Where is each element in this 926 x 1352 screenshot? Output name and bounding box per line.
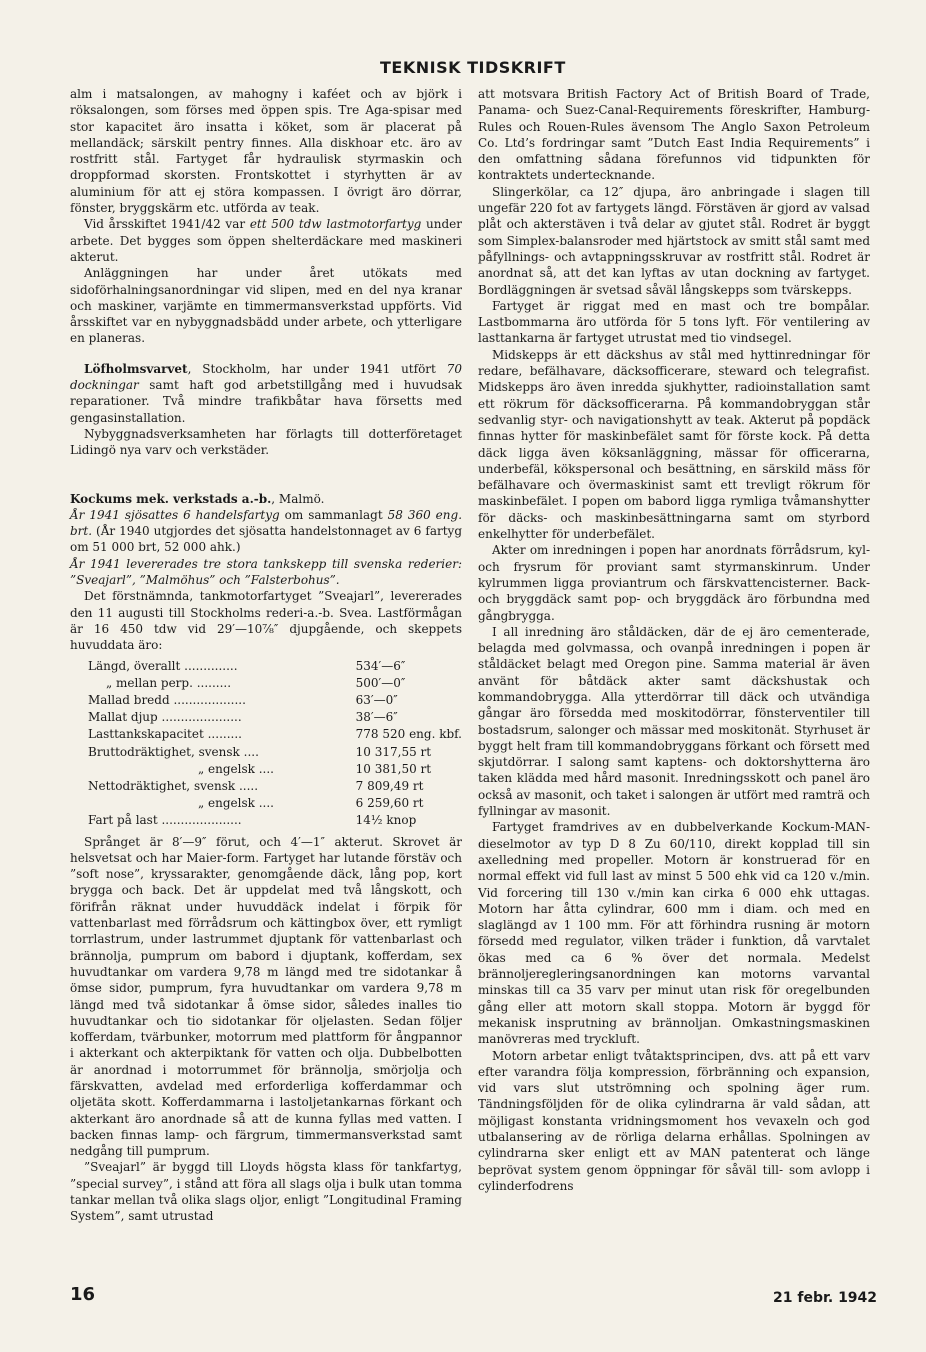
shipyard-name: Kockums mek. verkstads a.-b. (70, 491, 272, 506)
right-column (478, 86, 870, 1194)
spec-row: „ engelsk .... 10 381,50 rt (198, 761, 432, 776)
spec-row: Mallat djup ..................... 38′—6″ (88, 710, 398, 725)
paragraph: Det förstnämnda, tankmotorfartyget ”Sveajarl”, levererades den 11 augusti till Stockholms rederi-a.-b. Svea. Lastförmågan är 16 450 tdw vid 29′—10⅞″ djupgående, och skeppets huvuddata äro: (70, 589, 462, 653)
paragraph: Slingerkölar, ca 12″ djupa, äro anbringade i slagen till ungefär 220 fot av fartygets längd. Förstäven är gjord av valsad plåt och akterstäven i två delar av gjutet stål. Rodret är byggt som Simplex-balansroder med hjärtstock av smitt stål samt med påfyllnings- och avtappningsskruvar av rostfritt stål. Rodret är anordnat så, att det kan lyftas av utan dockning av fartyget. Bordläggningen är svetsad såväl långskepps som tvärskepps. (478, 184, 870, 297)
spec-row: „ mellan perp. ......... 500′—0″ (106, 675, 406, 690)
paragraph: att motsvara British Factory Act of British Board of Trade, Panama- och Suez-Canal-Requirements föreskrifter, Hamburg-Rules och Rouen-Rules ävensom The Anglo Saxon Petroleum Co. Ltd’s fordringar samt ”Dutch East India Requirements” i den omfattning sådana förefunnos vid tidpunkten för kontraktets undertecknande. (478, 87, 870, 183)
spec-row: Bruttodräktighet, svensk .... 10 317,55 rt (88, 744, 432, 759)
ship-spec-table (88, 658, 462, 830)
paragraph: Nybyggnadsverksamheten har förlagts till dotterföretaget Lidingö nya varv och verkstäder. (70, 426, 462, 458)
spec-row: Fart på last ..................... 14½ knop (88, 813, 417, 828)
paragraph: Akter om inredningen i popen har anordnats förrådsrum, kyl- och frysrum för proviant samt styrmanskinrum. Under kylrummen ligga proviantrum och färskvattencisterner. Back- och bryggdäck samt pop- och bryggdäck äro förbundna med gångbrygga. (478, 543, 870, 623)
shipyard-name: Löfholmsvarvet (84, 361, 188, 376)
left-column (70, 86, 462, 1225)
paragraph: Fartyget är riggat med en mast och tre bompålar. Lastbommarna äro utförda för 5 tons lyft. För ventilering av lasttankarna är fartyget utrustat med tio vindsegel. (478, 298, 870, 346)
spec-row: „ engelsk .... 6 259,60 rt (198, 796, 424, 811)
paragraph: alm i matsalongen, av mahogny i kaféet och av björk i röksalongen, som förses med öppen spis. Tre Aga-spisar med stor kapacitet äro insatta i köket, som är placerat på mellandäck; särskilt pentry finnes. Alla diskhoar etc. äro av rostfritt stål. Fartyget får hydraulisk styrmaskin och droppformad skorsten. Frontskottet i styrhytten är av aluminium för att ej störa kompassen. I övrigt äro dörrar, fönster, bryggskärm etc. utförda av teak. (70, 87, 462, 216)
paragraph: Anläggningen har under året utökats med sidoförhalningsanordningar vid slipen, med en del nya kranar och maskiner, varjämte en timmermansverkstad uppförts. Vid årsskiftet var en nybyggnadsbädd under arbete, och ytterligare en planeras. (70, 266, 462, 346)
spec-row: Nettodräktighet, svensk ..... 7 809,49 rt (88, 778, 424, 793)
spec-row: Mallad bredd ................... 63′—0″ (88, 692, 398, 707)
spec-row: Lasttankskapacitet ......... 778 520 eng. kbf. (88, 727, 462, 742)
masthead: TEKNISK TIDSKRIFT (380, 58, 566, 77)
paragraph: Vid årsskiftet 1941/42 var ett 500 tdw lastmotorfartyg under arbete. Det bygges som öppen shelterdäckare med maskineri akterut. (70, 217, 463, 264)
paragraph: År 1941 levererades tre stora tankskepp till svenska rederier: ”Sveajarl”, ”Malmöhus” och ”Falsterbohus”. (70, 556, 462, 588)
issue-date: 21 febr. 1942 (773, 1290, 878, 1306)
spec-row: Längd, överallt .............. 534′—6″ (88, 658, 406, 673)
paragraph: I all inredning äro ståldäcken, där de ej äro cementerade, belagda med golvmassa, och ovanpå inredningen i popen är ståldäcket belagt med Oregon pine. Samma material är även använt för båtdäck akter samt däckshustak och kommandobrygga. Alla ytterdörrar till däck och utvändiga gångar äro försedda med moskitodörrar, fönsterventiler till bostadsrum, salonger och mässar med moskitonät. Styrhuset är byggt helt fram till kommandobryggans förkant och försett med skjutdörrar. I salong samt kaptens- och doktorshytterna äro taken klädda med hård masonit. Inredningsskott och panel äro också av masonit, och taket i salongen är utfört med ramträ och fyllningar av masonit. (478, 624, 870, 819)
page-number: 16 (70, 1284, 96, 1305)
paragraph: År 1941 sjösattes 6 handelsfartyg om sammanlagt 58 360 eng. brt. (År 1940 utgjordes det sjösatta handelstonnaget av 6 fartyg om 51 000 brt, 52 000 ahk.) (70, 507, 463, 555)
paragraph: Motorn arbetar enligt tvåtaktsprincipen, dvs. att på ett varv efter varandra följa kompression, förbränning och expansion, vid vars slut utströmning och spolning äger rum. Tändningsföljden för de olika cylindrarna är vald sådan, att möjligast konstanta vridningsmoment hos vevaxeln och god utbalansering av de rörliga delarna erhållas. Spolningen av cylindrarna sker enligt ett av MAN patenterat och länge beprövat system genom öppningar för såväl till- som avlopp i cylinderfodrens (478, 1048, 870, 1193)
paragraph: Språnget är 8′—9″ förut, och 4′—1″ akterut. Skrovet är helsvetsat och har Maier-form. Fartyget har lutande förstäv och ”soft nose”, kryssarakter, genomgående däck, lång pop, kort brygga och back. Det är uppdelat med två långskott, och förifrån räknat under huvuddäck indelat i förpik för vattenbarlast med förrådsrum och kättingbox över, ett rymligt torrlastrum, under lastrummet djuptank för vattenbarlast och brännolja, pumprum om babord i djuptank, kofferdam, sex huvudtankar om vardera 9,78 m längd med tre sidotankar å ömse sidor, pumprum, fyra huvudtankar om vardera 9,78 m längd med två sidotankar å ömse sidor, således inalles tio huvudtankar och tio sidotankar för oljelasten. Sedan följer kofferdam, tvärbunker, motorrum med plattform för ångpannor i akterkant och akterpiktank för vatten och olja. Dubbelbotten är anordnad i motorrummet för brännolja, smörjolja och färskvatten, avdelad med erforderliga kofferdammar och oljetäta skott. Kofferdammarna i lastoljetankarnas förkant och akterkant äro anordnade så att de kunna fyllas med vatten. I backen finnas lamp- och färgrum, timmermansverkstad samt nedgång till pumprum. (70, 834, 462, 1159)
paragraph: ”Sveajarl” är byggd till Lloyds högsta klass för tankfartyg, ”special survey”, i stånd att föra all slags olja i bulk utan tomma tankar mellan två olika slags oljor, enligt ”Longitudinal Framing System”, samt utrustad (70, 1160, 462, 1224)
paragraph: Kockums mek. verkstads a.-b., Malmö. (70, 491, 325, 506)
paragraph: Löfholmsvarvet, Stockholm, har under 1941 utfört 70 dockningar samt haft god arbetstillgång med i huvudsak reparationer. Två mindre trafikbåtar hava försetts med gengasinstallation. (70, 361, 462, 425)
paragraph: Midskepps är ett däckshus av stål med hyttinredningar för redare, befälhavare, däcksofficerare, steward och telegrafist. Midskepps äro även inredda sjukhytter, radioinstallation samt ett rökrum för däcksofficerarna. På kommandobryggan står sedvanlig styr- och navigationshytt av teak. Akterut på popdäck finnas hytter för maskinbefälet samt för förste kock. På detta däck ligga även köksanläggning, mässar för officerarna, underbefäl, kökspersonal och besättning, en särskild mäss för befälhavare och övermaskinist samt ett trevligt rökrum för maskinbefälet. I popen om babord ligga rymliga tvåmanshytter för däcks- och maskinbesättningarna samt om styrbord enkelhytter för underbefälet. (478, 347, 870, 542)
paragraph: Fartyget framdrives av en dubbelverkande Kockum-MAN-dieselmotor av typ D 8 Zu 60/110, direkt kopplad till sin axelledning med propeller. Motorn är konstruerad för en normal effekt vid full last av minst 5 500 ehk vid ca 120 v./min. Vid forcering till 130 v./min kan cirka 6 000 ehk uttagas. Motorn har åtta cylindrar, 600 mm i diam. och med en slaglängd av 1 100 mm. För att förhindra rusning är motorn försedd med regulator, vilken träder i funktion, då varvtalet ökas med ca 6 % över det normala. Medelst brännoljeregleringsanordningen kan motorns varvantal minskas till ca 35 varv per minut utan risk för oregelbunden gång eller att motorn skall stoppa. Motorn är byggd för mekanisk insprutning av brännoljan. Omkastningsmaskinen manövreras med tryckluft. (478, 820, 870, 1047)
